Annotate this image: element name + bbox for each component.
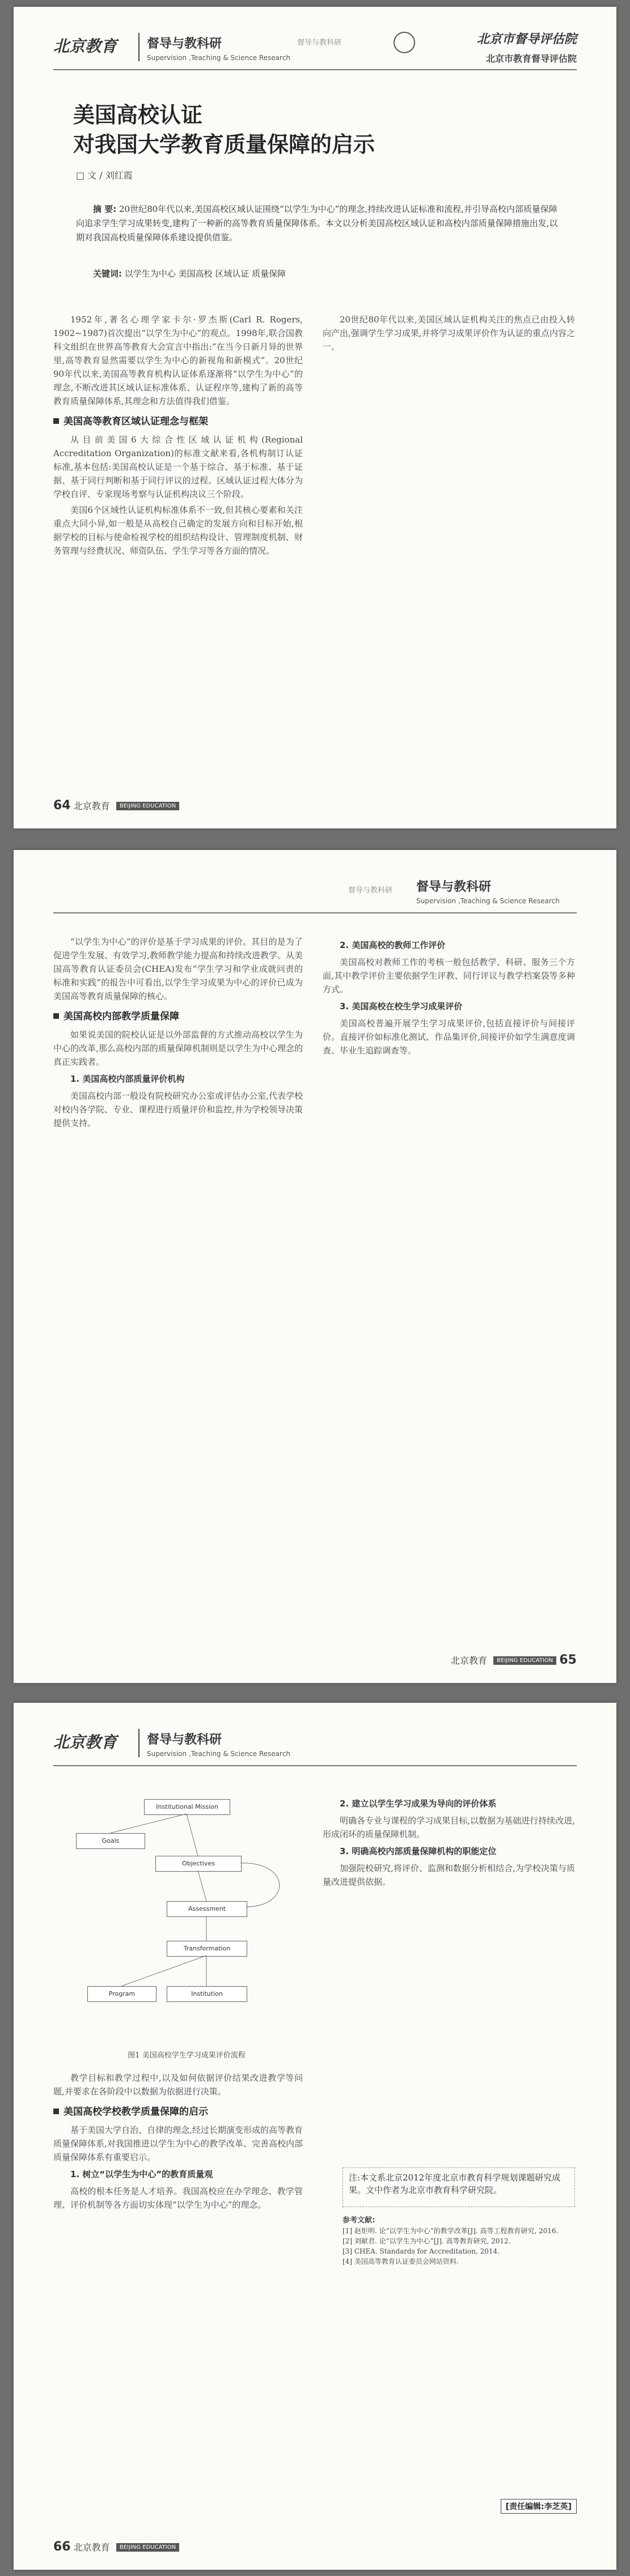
reference-item: [1] 赵炬明. 论“以学生为中心”的教学改革[J]. 高等工程教育研究, 2016. — [343, 2227, 559, 2235]
page-header — [53, 1725, 577, 1766]
footer-journal: 北京教育 — [73, 801, 110, 811]
section-tag: 督导与教科研 — [297, 39, 342, 47]
journal-name: 北京教育 — [53, 37, 117, 56]
left-column — [53, 2071, 303, 2214]
page-footer — [53, 798, 179, 813]
byline: □ 文 / 刘红霞 — [76, 170, 133, 181]
journal-page-66 — [14, 1703, 616, 2570]
article-title-line2: 对我国大学教育质量保障的启示 — [73, 132, 375, 157]
page-number: 64 — [53, 798, 71, 813]
references — [343, 2216, 575, 2267]
feedback-arrow — [240, 1863, 280, 1907]
journal-name: 北京教育 — [53, 1733, 117, 1752]
reference-item: [3] CHEA. Standards for Accreditation, 2014. — [343, 2247, 500, 2255]
footer-journal: 北京教育 — [73, 2542, 110, 2553]
column-title: 督导与教科研 — [147, 37, 222, 51]
page-number: 66 — [53, 2540, 71, 2554]
connector — [198, 1871, 206, 1901]
page-header — [53, 29, 577, 70]
reference-item: [2] 刘献君. 论“以学生为中心”[J]. 高等教育研究, 2012. — [343, 2237, 511, 2245]
diagram-node: Institution — [167, 1986, 247, 2002]
page-header — [53, 873, 577, 913]
diagram-connectors — [65, 1793, 308, 2020]
header-divider — [138, 1729, 139, 1757]
paragraph: 美国6个区域性认证机构标准体系不一致,但其核心要素和关注重点大同小异,如一般是从高校自己确定的发展方向和目标开始,根据学校的目标与使命检视学校的组织结构设计、管理制度机制、财务管理与经费状况、师资队伍、学生学习等各方面的情况。 — [53, 505, 303, 556]
paragraph: 20世纪80年代以来,美国区域认证机构关注的焦点已由投入转向产出,强调学生学习成果,并将学习成果评价作为认证的重点内容之一。 — [323, 314, 575, 352]
paragraph: 加强院校研究,将评价、监测和数据分析相结合,为学校决策与质量改进提供依据。 — [323, 1863, 575, 1887]
diagram-node: Objectives — [155, 1856, 242, 1872]
paragraph: 1952年,著名心理学家卡尔·罗杰斯(Carl R. Rogers, 1902~1987)首次提出“以学生为中心”的观点。1998年,联合国教科文组织在世界高等教育大会宣言中指出:“在当今日新月异的世界里,高等教育显然需要以学生为中心的新视角和新模式”。20世纪90年代以来,美国高等教育机构认证体系逐渐将“以学生为中心”的理念,不断改进其区域认证标准体系、认证程序等,建构了新的高等教育质量保障体系,其理念和方法值得我们借鉴。 — [53, 314, 303, 406]
partner-name: 北京市督导评估院 — [476, 32, 577, 46]
connector — [110, 1814, 187, 1833]
figure-caption: 图1 美国高校学生学习成果评价流程 — [128, 2051, 246, 2060]
subsection-heading: 1. 树立“以学生为中心”的教育质量观 — [70, 2169, 213, 2179]
references-heading: 参考文献: — [343, 2216, 375, 2225]
footer-journal: 北京教育 — [450, 1655, 487, 1666]
paragraph: 美国高校内部一般设有院校研究办公室或评估办公室,代表学校对校内各学院、专业、课程进行质量评价和监控,并为学校领导决策提供支持。 — [53, 1091, 303, 1128]
paragraph: 美国高校普遍开展学生学习成果评价,包括直接评价与间接评价。直接评价如标准化测试、作品集评价,间接评价如学生满意度调查、毕业生追踪调查等。 — [323, 1018, 575, 1056]
abstract-text: 20世纪80年代以来,美国高校区域认证围绕“以学生为中心”的理念,持续改进认证标准和流程,并引导高校内部质量保障向追求学生学习成果转变,建构了一种新的高等教育质量保障体系。本文以分析美国高校区域认证和高校内部质量保障措施出发,以期对我国高校质量保障体系建设提供借鉴。 — [76, 204, 558, 243]
footer-tag: BEIJING EDUCATION — [493, 1656, 556, 1665]
connector — [121, 1956, 206, 1986]
figure-assessment-flow — [65, 1793, 308, 2060]
editor-credit: [责任编辑:李芝英] — [501, 2499, 577, 2514]
column-subtitle: Supervision ,Teaching & Science Research — [416, 897, 560, 905]
partner-name-2: 北京市教育督导评估院 — [485, 53, 577, 64]
abstract-label: 摘 要: — [93, 204, 117, 214]
paragraph: 从目前美国6大综合性区域认证机构(Regional Accreditation Organization)的标准文献来看,各机构制订认证标准,基本包括:美国高校认证是一个基于综合、基于标准、基于证据、基于同行判断和基于同行评议的过程。区域认证过程大体分为学校自评、专家现场考察与认证机构决议三个阶段。 — [53, 435, 303, 499]
keywords-label: 关键词: — [93, 269, 122, 279]
diagram-node: Goals — [76, 1833, 145, 1849]
diagram-node: Transformation — [167, 1941, 247, 1957]
section-heading: 美国高校学校教学质量保障的启示 — [53, 2105, 303, 2119]
column-subtitle: Supervision ,Teaching & Science Research — [147, 1750, 290, 1758]
left-column — [53, 313, 303, 560]
page-number: 65 — [559, 1653, 577, 1667]
article-title-line1: 美国高校认证 — [73, 103, 203, 127]
diagram-node: Assessment — [167, 1901, 247, 1917]
right-column — [323, 313, 575, 356]
right-column — [323, 935, 575, 1060]
column-heading — [416, 877, 560, 905]
abstract — [76, 202, 565, 245]
column-heading — [147, 1730, 290, 1758]
keywords-text: 以学生为中心 美国高校 区域认证 质量保障 — [124, 269, 286, 279]
journal-page-65 — [14, 850, 616, 1683]
paragraph: 教学目标和教学过程中,以及如何依据评价结果改进教学等问题,并要求在各阶段中以数据为依据进行决策。 — [53, 2073, 303, 2097]
paragraph: “以学生为中心”的评价是基于学习成果的评价。其目的是为了促进学生发展、有效学习,教师教学能力提高和持续改进教学。从美国高等教育认证委员会(CHEA)发布“学生学习和学业成就问责的标准和实践”的报告中可看出,以学生学习成果为中心的评价已成为美国高等教育质量保障的核心。 — [53, 937, 303, 1001]
keywords — [93, 267, 286, 279]
partner-block — [390, 29, 577, 66]
subsection-heading: 2. 建立以学生学习成果为导向的评价体系 — [340, 1799, 497, 1809]
subsection-heading: 3. 美国高校在校生学习成果评价 — [340, 1001, 463, 1011]
left-column — [53, 935, 303, 1132]
journal-page-64 — [14, 7, 616, 828]
section-heading: 美国高等教育区域认证理念与框架 — [53, 415, 303, 428]
section-heading: 美国高校内部教学质量保障 — [53, 1010, 303, 1023]
footer-tag: BEIJING EDUCATION — [116, 2543, 179, 2552]
reference-item: [4] 美国高等教育认证委员会网站资料. — [343, 2258, 459, 2265]
column-subtitle: Supervision ,Teaching & Science Research — [147, 54, 290, 62]
diagram-node: Institutional Mission — [144, 1799, 230, 1815]
page-footer — [53, 2540, 179, 2554]
footer-tag: BEIJING EDUCATION — [116, 802, 179, 810]
paragraph: 美国高校对教师工作的考核一般包括教学、科研、服务三个方面,其中教学评价主要依据学生评教、同行评议与教学档案袋等多种方式。 — [323, 957, 575, 994]
subsection-heading: 3. 明确高校内部质量保障机构的职能定位 — [340, 1846, 497, 1856]
paragraph: 基于美国大学自治、自律的理念,经过长期演变形成的高等教育质量保障体系,对我国推进以学生为中心的教学改革、完善高校内部质量保障体系有重要启示。 — [53, 2125, 303, 2162]
column-title: 督导与教科研 — [416, 880, 492, 894]
right-column — [323, 1793, 575, 1891]
paragraph: 如果说美国的院校认证是以外部监督的方式推动高校以学生为中心的改革,那么高校内部的质量保障机制则是以学生为中心理念的真正实践者。 — [53, 1030, 303, 1067]
diagram-node: Program — [87, 1986, 157, 2002]
page-footer — [451, 1653, 577, 1667]
connector — [187, 1814, 198, 1856]
section-tag: 督导与教科研 — [348, 886, 393, 895]
subsection-heading: 2. 美国高校的教师工作评价 — [340, 940, 446, 950]
column-heading — [147, 34, 290, 62]
paragraph: 明确各专业与课程的学习成果目标,以数据为基础进行持续改进,形成闭环的质量保障机制。 — [323, 1816, 575, 1839]
funding-note: 注:本文系北京2012年度北京市教育科学规划课题研究成果。文中作者为北京市教育科学研究院。 — [343, 2167, 575, 2207]
column-title: 督导与教科研 — [147, 1733, 222, 1747]
paragraph: 高校的根本任务是人才培养。我国高校应在办学理念、教学管理、评价机制等各方面切实体现“以学生为中心”的理念。 — [53, 2186, 303, 2210]
header-divider — [138, 33, 139, 61]
subsection-heading: 1. 美国高校内部质量评价机构 — [70, 1074, 185, 1084]
